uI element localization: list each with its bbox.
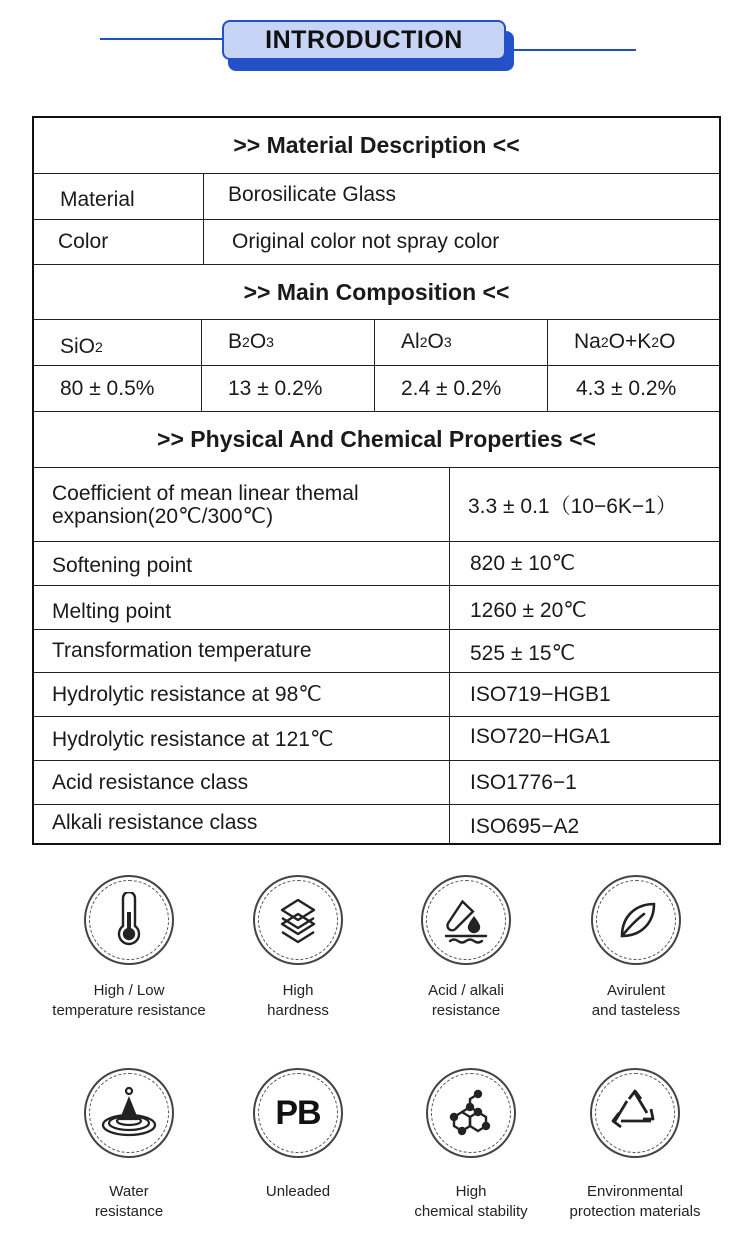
property-value: 820 ± 10℃ (470, 552, 576, 575)
property-label: Transformation temperature (34, 630, 450, 672)
header-line-right (512, 49, 636, 51)
thermometer-icon (84, 875, 174, 965)
property-label: Melting point (34, 586, 450, 629)
feature-environmental: Environmental protection materials (545, 1068, 725, 1222)
properties-heading: >> Physical And Chemical Properties << (34, 412, 719, 468)
value-al2o3: 2.4 ± 0.2% (375, 366, 548, 411)
component-sio2: SiO 2 (34, 320, 202, 365)
feature-avirulent: Avirulent and tasteless (546, 875, 726, 1021)
table-row (34, 542, 719, 586)
test-tube-icon (421, 875, 511, 965)
property-value: ISO720−HGA1 (470, 724, 611, 748)
main-composition-heading: >> Main Composition << (34, 265, 719, 320)
spec-table (32, 116, 721, 845)
table-row (34, 805, 719, 845)
material-description-heading: >> Material Description << (34, 118, 719, 174)
property-value: 1260 ± 20℃ (470, 599, 587, 622)
property-label: Hydrolytic resistance at 98℃ (34, 673, 450, 716)
property-value: 525 ± 15℃ (470, 641, 576, 665)
feature-acid-alkali: Acid / alkali resistance (376, 875, 556, 1021)
value-b2o3: 13 ± 0.2% (202, 366, 375, 411)
table-row (34, 717, 719, 761)
property-value: ISO719−HGB1 (470, 682, 611, 706)
component-na2o-k2o: Na 2 O+K 2 O (574, 329, 676, 353)
molecule-icon (426, 1068, 516, 1158)
feature-chemical-stability: High chemical stability (381, 1068, 561, 1222)
table-row (34, 630, 719, 673)
property-label: Hydrolytic resistance at 121℃ (34, 717, 450, 760)
material-value: Borosilicate Glass (228, 182, 397, 206)
recycle-icon (590, 1068, 680, 1158)
color-value: Original color not spray color (232, 230, 500, 253)
table-row (34, 220, 719, 265)
component-al2o3: Al 2 O 3 (375, 320, 548, 365)
table-row (34, 366, 719, 412)
property-value: ISO1776−1 (470, 770, 577, 794)
component-b2o3: B 2 O 3 (202, 320, 375, 365)
property-label: Coefficient of mean linear themal expansion(20℃/300℃) (34, 468, 450, 541)
property-label: Acid resistance class (34, 761, 450, 804)
table-row (34, 761, 719, 805)
property-label: Softening point (34, 542, 450, 585)
table-row (34, 174, 719, 220)
feature-water: Water resistance (39, 1068, 219, 1222)
property-value: ISO695−A2 (470, 815, 580, 838)
leaf-icon (591, 875, 681, 965)
header-line-left (100, 38, 225, 40)
table-row (34, 586, 719, 630)
table-row (34, 320, 719, 366)
feature-unleaded: PB Unleaded (208, 1068, 388, 1202)
property-value: 3.3 ± 0.1（10−6K−1） (468, 494, 677, 518)
value-na2o-k2o: 4.3 ± 0.2% (576, 376, 677, 400)
property-label: Alkali resistance class (34, 805, 450, 845)
value-sio2: 80 ± 0.5% (34, 366, 202, 411)
feature-temperature: High / Low temperature resistance (39, 875, 219, 1021)
table-row (34, 468, 719, 542)
water-drop-icon (84, 1068, 174, 1158)
pb-icon: PB (253, 1068, 343, 1158)
material-label: Material (34, 174, 204, 219)
page-title: INTRODUCTION (222, 20, 506, 60)
table-row (34, 673, 719, 717)
layers-icon (253, 875, 343, 965)
color-label: Color (34, 220, 204, 264)
feature-hardness: High hardness (208, 875, 388, 1021)
